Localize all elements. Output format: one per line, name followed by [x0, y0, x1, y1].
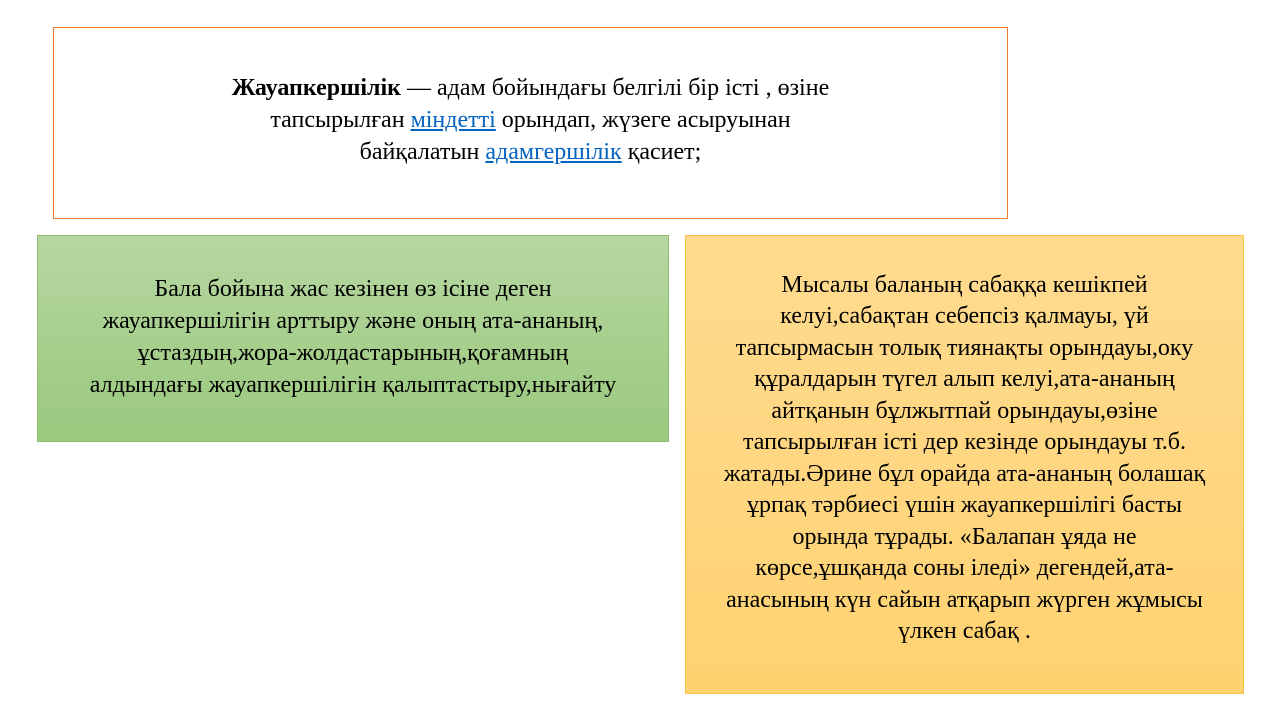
green-line: жауапкершілігін арттыру және оның ата-ананың, — [102, 307, 604, 334]
orange-line: жатады.Әрине бұл орайда ата-ананың болашақ — [723, 460, 1206, 487]
definition-line1: — адам бойындағы белгілі бір істі , өзіне — [400, 75, 830, 101]
definition-text — [181, 72, 881, 168]
orange-line: үлкен сабақ . — [898, 618, 1031, 644]
orange-line: анасының күн сайын атқарып жүрген жұмысы — [726, 586, 1203, 613]
orange-line: Мысалы баланың сабаққа кешікпей — [781, 271, 1148, 298]
orange-text-box — [685, 235, 1244, 694]
green-line: ұстаздың,жора-жолдастарының,қоғамның — [137, 339, 569, 366]
definition-line3-post: қасиет; — [621, 139, 702, 165]
green-box-text — [48, 273, 658, 401]
definition-box — [53, 27, 1008, 219]
orange-line: орында тұрады. «Балапан ұяда не — [792, 523, 1137, 550]
orange-line: құралдарын түгел алып келуі,ата-ананың — [754, 366, 1175, 392]
definition-term: Жауапкершілік — [231, 75, 401, 101]
link-mindetti[interactable]: міндетті — [410, 107, 496, 133]
green-text-box — [37, 235, 669, 442]
orange-line: көрсе,ұшқанда соны іледі» дегендей,ата- — [755, 555, 1174, 581]
orange-line: тапсырылған істі дер кезінде орындауы т.б. — [742, 429, 1186, 455]
definition-line2-pre: тапсырылған — [270, 107, 411, 133]
orange-line: айтқанын бұлжытпай орындауы,өзіне — [771, 397, 1158, 424]
orange-line: ұрпақ тәрбиесі үшін жауапкершілігі басты — [747, 492, 1182, 518]
orange-line: тапсырмасын толық тиянақты орындауы,оку — [735, 334, 1194, 361]
definition-line2-post: орындап, жүзеге асыруынан — [495, 107, 791, 133]
green-line: алдындағы жауапкершілігін қалыптастыру,нығайту — [89, 371, 617, 398]
orange-line: келуі,сабақтан себепсіз қалмауы, үй — [780, 303, 1149, 329]
orange-box-text — [691, 270, 1239, 648]
green-line: Бала бойына жас кезінен өз ісіне деген — [154, 275, 552, 302]
link-adamgershilik[interactable]: адамгершілік — [485, 139, 622, 165]
definition-line3-pre: байқалатын — [359, 139, 486, 165]
